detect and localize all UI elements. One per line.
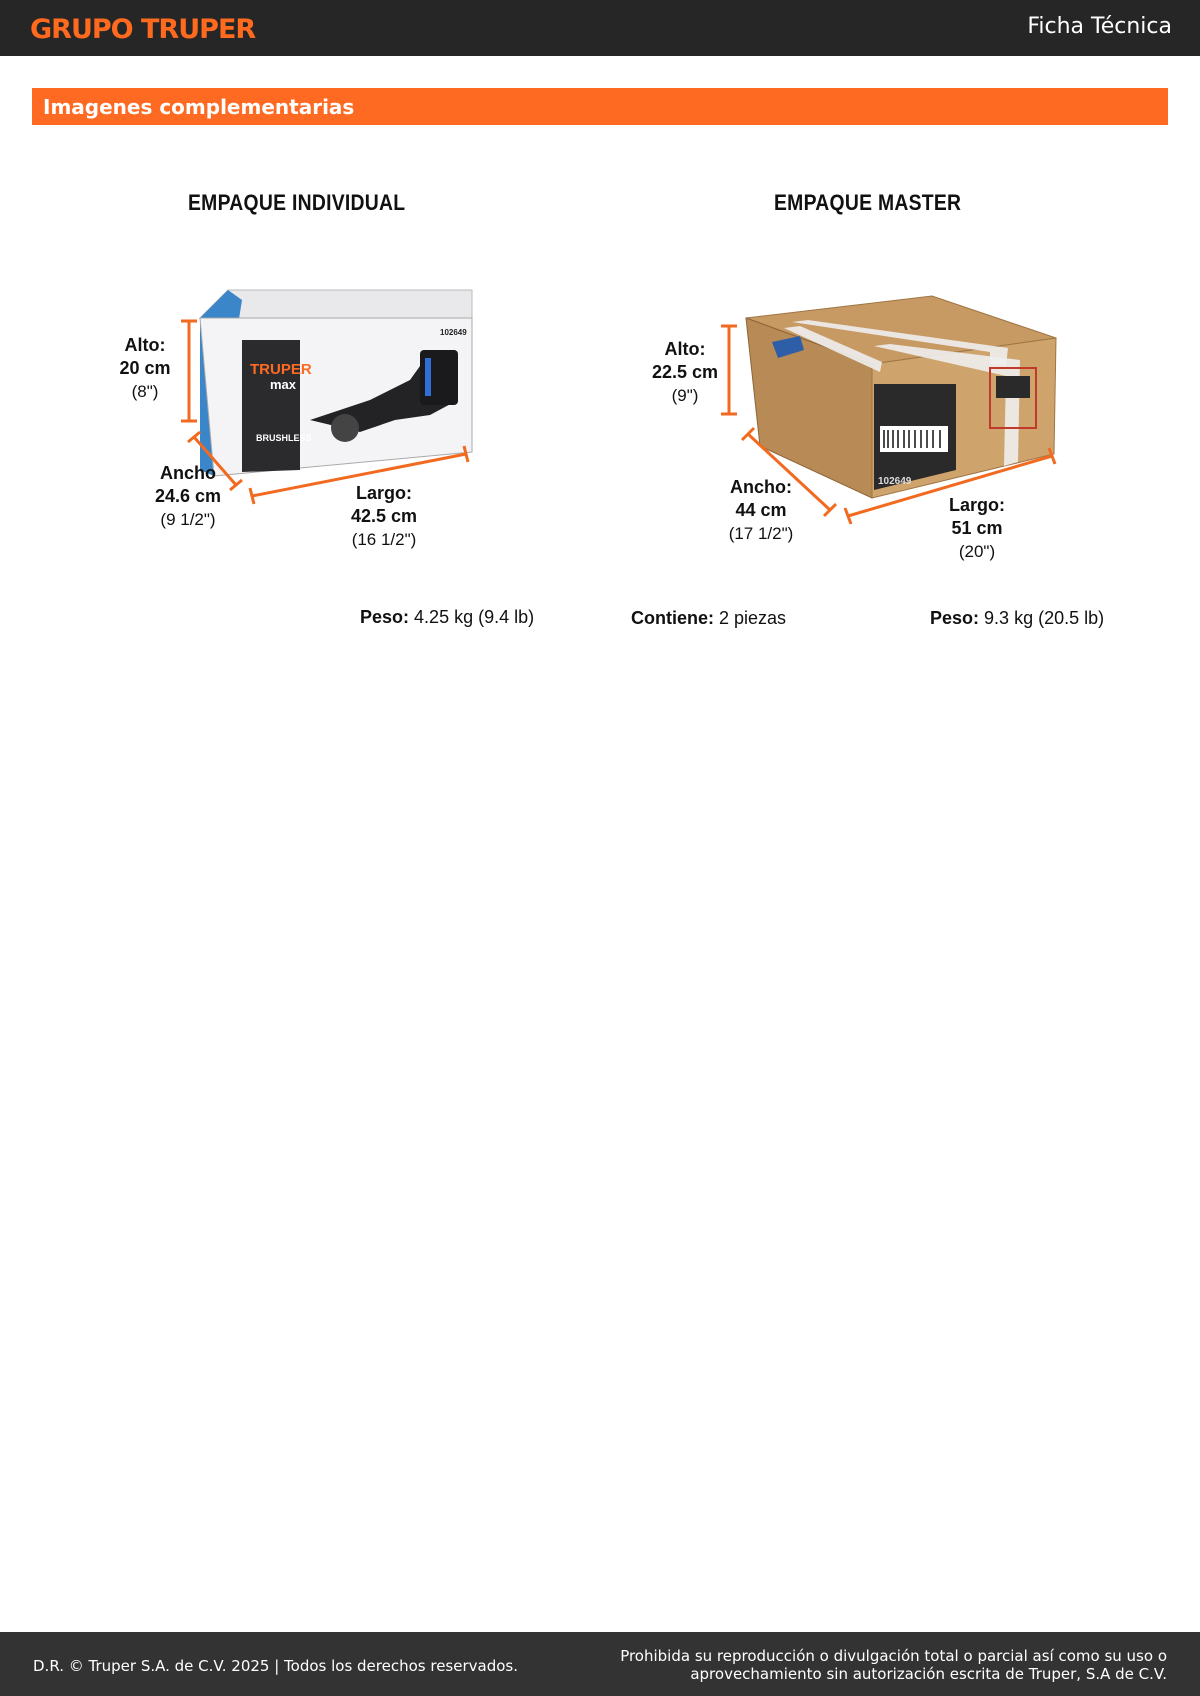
legal-notice-line1: Prohibida su reproducción o divulgación total o parcial así como su uso o <box>620 1647 1167 1665</box>
dimension-label: Alto: <box>664 339 706 359</box>
dimension-imperial: (9 1/2") <box>160 510 216 529</box>
weight-value: 9.3 kg (20.5 lb) <box>984 608 1105 628</box>
dimension-label: Alto: <box>124 335 166 355</box>
master-ancho-dimension <box>718 476 804 545</box>
dimension-imperial: (20") <box>958 542 996 561</box>
dimension-metric: 24.6 cm <box>154 486 222 506</box>
legal-notice-line2: aprovechamiento sin autorización escrita de Truper, S.A de C.V. <box>690 1665 1167 1683</box>
box-feature-text: BRUSHLESS <box>256 433 312 443</box>
document-title: Ficha Técnica <box>1027 14 1172 39</box>
page-footer <box>0 1632 1200 1696</box>
weight-value: 4.25 kg (9.4 lb) <box>414 607 535 627</box>
dimension-metric: 22.5 cm <box>651 362 719 382</box>
weight-label: Peso: <box>360 607 410 627</box>
master-box-code-text: 102649 <box>878 476 912 487</box>
dimension-label: Ancho <box>160 463 216 483</box>
dimension-metric: 20 cm <box>119 358 171 378</box>
weight-label: Peso: <box>930 608 980 628</box>
box-sub-text: max <box>270 377 297 392</box>
dimension-metric: 42.5 cm <box>350 506 418 526</box>
contents-value: 2 piezas <box>719 608 787 628</box>
dimension-metric: 51 cm <box>951 518 1003 538</box>
dimension-metric: 44 cm <box>735 500 787 520</box>
dimension-label: Largo: <box>356 483 412 503</box>
master-weight <box>930 608 1104 629</box>
dimension-imperial: (9") <box>671 386 699 405</box>
contents-label: Contiene: <box>631 608 714 628</box>
master-alto-dimension <box>644 338 726 407</box>
individual-weight <box>360 607 534 628</box>
dimension-label: Largo: <box>949 495 1005 515</box>
legal-notice <box>607 1647 1167 1683</box>
master-largo-dimension <box>936 494 1018 563</box>
master-package-heading: EMPAQUE MASTER <box>774 190 962 215</box>
individual-package-heading: EMPAQUE INDIVIDUAL <box>188 190 406 215</box>
dimension-imperial: (16 1/2") <box>351 530 417 549</box>
section-title: Imagenes complementarias <box>43 95 355 119</box>
package-illustrations <box>0 0 1200 660</box>
dimension-label: Ancho: <box>730 477 792 497</box>
box-code-text: 102649 <box>440 328 467 337</box>
individual-ancho-dimension <box>142 462 234 531</box>
dimension-imperial: (8") <box>131 382 159 401</box>
individual-alto-dimension <box>110 334 180 403</box>
master-contents <box>631 608 786 629</box>
dimension-imperial: (17 1/2") <box>728 524 794 543</box>
individual-largo-dimension <box>338 482 430 551</box>
box-brand-text: TRUPER <box>250 361 312 378</box>
copyright-text: D.R. © Truper S.A. de C.V. 2025 | Todos los derechos reservados. <box>33 1657 518 1675</box>
brand-logo: GRUPO TRUPER <box>30 14 256 45</box>
